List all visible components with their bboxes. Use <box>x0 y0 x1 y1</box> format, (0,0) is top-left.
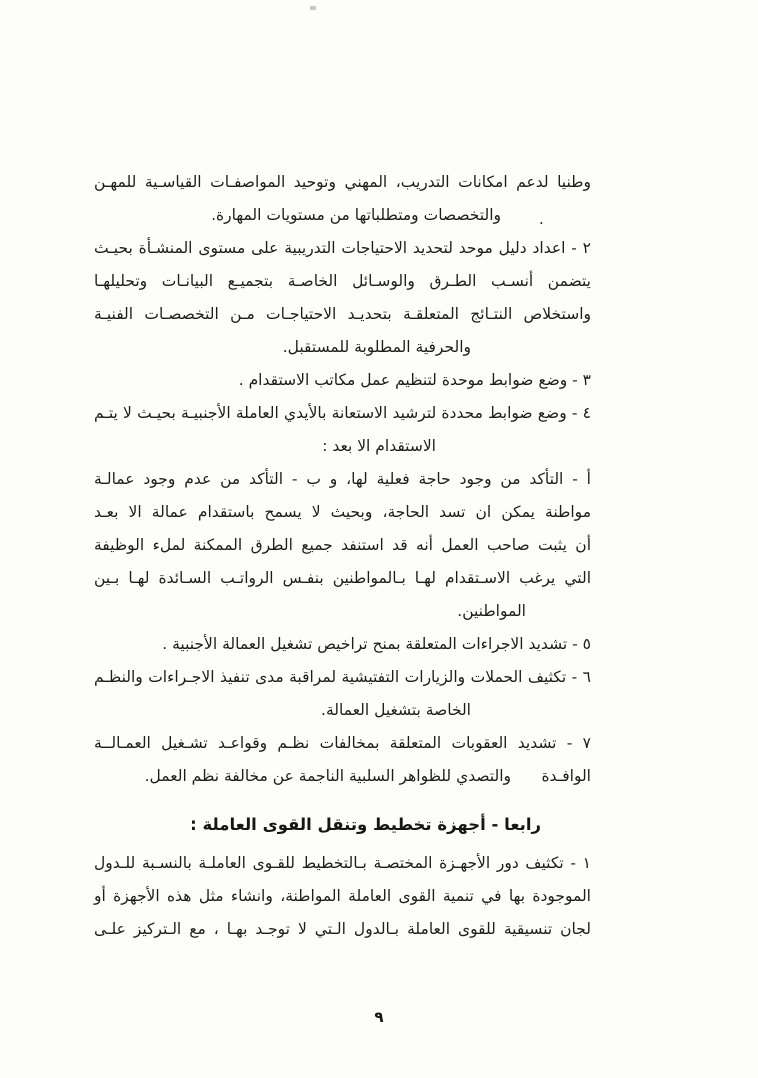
text-line: التي يرغب الاسـتقدام لهـا بـالمواطنين بنفـس الرواتـب السـائدة لهـا بـين <box>94 569 591 587</box>
text-line: وطنيا لدعم امكانات التدريب، المهني وتوحيد المواصفـات القياسـية للمهـن <box>94 173 591 191</box>
text-line: واستخلاص النتـائج المتعلقـة بتحديـد الاحتياجـات مـن التخصصـات الفنيـة <box>94 305 591 323</box>
text-line: والحرفية المطلوبة للمستقبل. <box>282 338 471 356</box>
text-line: الاستقدام الا بعد : <box>322 437 436 455</box>
text-line: ٤ - وضع ضوابط محددة لترشيد الاستعانة بالأيدي العاملة الأجنبيـة بحيـث لا يتـم <box>94 404 591 422</box>
text-line: لجان تنسيقية للقوى العاملة بـالدول الـتي لا توجـد بهـا ، مع الـتركيز علـى <box>94 920 591 938</box>
text-line: ٥ - تشديد الاجراءات المتعلقة بمنح تراخيص تشغيل العمالة الأجنبية . <box>162 635 591 653</box>
stray-period-mark: . <box>539 210 544 228</box>
scan-speck-icon <box>310 6 316 10</box>
page-text-block <box>94 166 591 946</box>
text-line: الخاصة بتشغيل العمالة. <box>321 701 471 719</box>
text-line: يتضمن أنسـب الطـرق والوسـائل الخاصـة بتجميـع البيانـات وتحليلهـا <box>94 272 591 290</box>
text-line: أن يثبت صاحب العمل أنه قد استنفد جميع الطرق الممكنة لملء الوظيفة <box>94 536 591 554</box>
text-line: ٣ - وضع ضوابط موحدة لتنظيم عمل مكاتب الاستقدام . <box>238 371 591 389</box>
text-line: أ - التأكد من وجود حاجة فعلية لها، و ب - التأكد من عدم وجود عمالـة <box>94 470 591 488</box>
page-number: ٩ <box>374 1008 384 1026</box>
text-line: ٧ - تشديد العقوبات المتعلقة بمخالفات نظـم وقواعـد تشـغيل العمـالــة الوافـدة <box>94 734 591 785</box>
text-line: المواطنين. <box>457 602 526 620</box>
text-line: الموجودة بها في تنمية القوى العاملة المواطنة، وانشاء مثل هذه الأجهزة أو <box>94 887 591 905</box>
text-line: ٢ - اعداد دليل موحد لتحديد الاحتياجات التدريبية على مستوى المنشـأة بحيـث <box>94 239 591 257</box>
text-line: والتصدي للظواهر السلبية الناجمة عن مخالفة نظم العمل. <box>144 767 511 785</box>
text-line: والتخصصات ومتطلباتها من مستويات المهارة. <box>211 206 501 224</box>
text-line: ٦ - تكثيف الحملات والزيارات التفتيشية لمراقبة مدى تنفيذ الاجـراءات والنظـم <box>94 668 591 686</box>
section-heading: رابعا - أجهزة تخطيط وتنقل القوى العاملة : <box>190 815 541 834</box>
text-line: مواطنة يمكن ان تسد الحاجة، وبحيث لا يسمح باستقدام عمالة الا بعـد <box>94 503 591 521</box>
text-line: ١ - تكثيف دور الأجهـزة المختصـة بـالتخطيط للقـوى العاملـة بالنسـبة للـدول <box>94 854 591 872</box>
